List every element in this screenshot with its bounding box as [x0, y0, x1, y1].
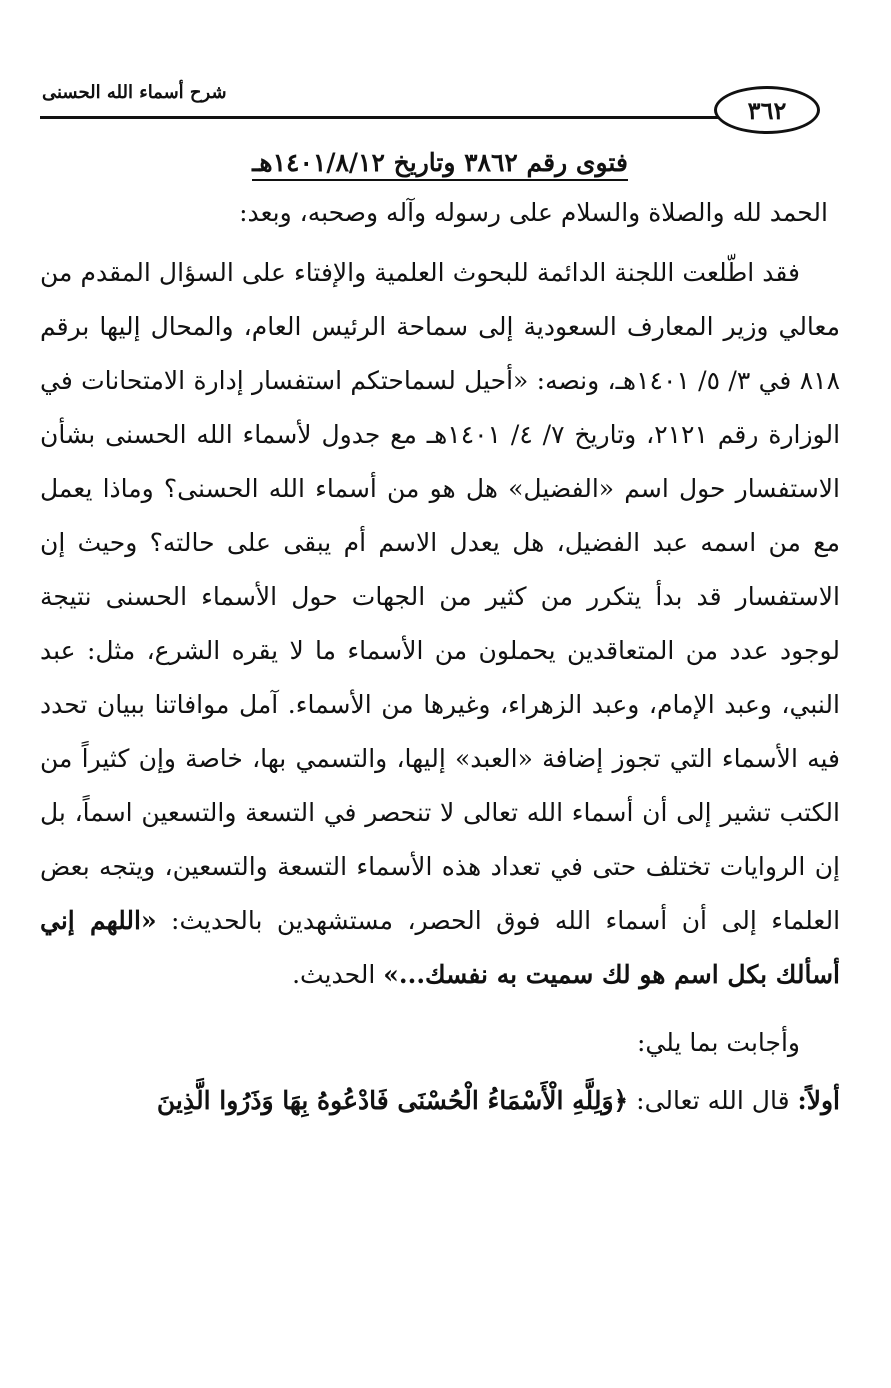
opening-line: الحمد لله والصلاة والسلام على رسوله وآله وصحبه، وبعد: [239, 198, 828, 227]
question-text: فقد اطّلعت اللجنة الدائمة للبحوث العلمية والإفتاء على السؤال المقدم من معالي وزير المعارف السعودية إلى سماحة الرئيس العام، والمحال إليها برقم ٨١٨ في ٣/ ٥/ ١٤٠١هـ، ونصه: «أحيل لسماحتكم استفسار إدارة الامتحانات في الوزارة رقم ٢١٢١، وتاريخ ٧/ ٤/ ١٤٠١هـ مع جدول لأسماء الله الحسنى بشأن الاستفسار حول اسم «الفضيل» هل هو من أسماء الله الحسنى؟ وماذا يعمل مع من اسمه عبد الفضيل، هل يعدل الاسم أم يبقى على حالته؟ وحيث إن الاستفسار قد بدأ يتكرر من كثير من الجهات حول الأسماء الحسنى نتيجة لوجود عدد من المتعاقدين يحملون من الأسماء ما لا يقره الشرع، مثل: عبد النبي، وعبد الإمام، وعبد الزهراء، وغيرها من الأسماء. آمل موافاتنا ببيان تحدد فيه الأسماء التي تجوز إضافة «العبد» إليها، والتسمي بها، خاصة وإن كثيراً من الكتب تشير إلى أن أسماء الله تعالى لا تنحصر في التسعة والتسعين اسماً، بل إن الروايات تختلف حتى في تعداد هذه الأسماء التسعة والتسعين، ويتجه بعض العلماء إلى أن أسماء الله فوق الحصر، مستشهدين بالحديث: [40, 258, 841, 935]
hadith-quote: «اللهم إني أسألك بكل اسم هو لك سميت به نفسك...» [40, 906, 840, 989]
page-body [40, 140, 840, 1128]
first-point-text: قال الله تعالى: [636, 1086, 790, 1115]
fatwa-title [40, 140, 840, 186]
page-header [40, 82, 820, 136]
page-number: ٣٦٢ [714, 86, 820, 134]
first-point-label: أولاً: [797, 1086, 840, 1115]
first-point [40, 1074, 840, 1128]
question-paragraph [40, 246, 840, 1002]
hadith-end: الحديث. [292, 960, 376, 989]
quran-verse: ﴿وَلِلَّهِ الْأَسْمَاءُ الْحُسْنَى فَادْعُوهُ بِهَا وَذَرُوا الَّذِينَ [156, 1086, 629, 1115]
header-rule [40, 116, 725, 119]
fatwa-title-text: فتوى رقم ٣٨٦٢ وتاريخ ١٤٠١/٨/١٢هـ [252, 148, 628, 181]
book-title: شرح أسماء الله الحسنى [42, 82, 227, 103]
answer-intro: وأجابت بما يلي: [636, 1028, 800, 1057]
